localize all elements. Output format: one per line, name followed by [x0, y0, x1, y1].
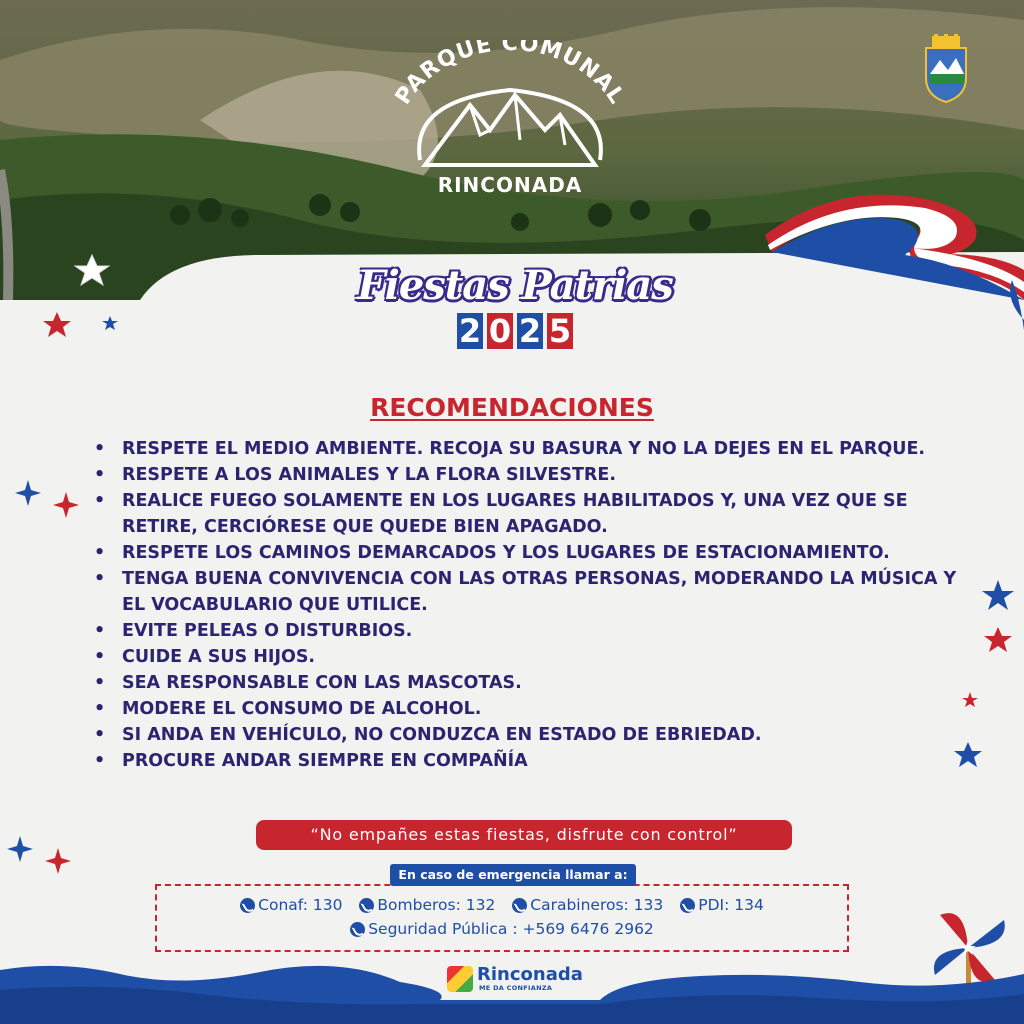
motto-banner: “No empañes estas fiestas, disfrute con control”	[256, 820, 792, 850]
phone-icon	[350, 922, 365, 937]
phone-seguridad-publica	[350, 920, 654, 938]
phone-icon	[512, 898, 527, 913]
year-digit: 0	[488, 312, 512, 350]
phone-icon	[680, 898, 695, 913]
footer-logo-tagline: ME DA CONFIANZA	[479, 984, 553, 992]
recommendations-list	[92, 436, 962, 774]
footer-logo-name: Rinconada	[477, 964, 583, 985]
rinconada-logo-icon	[447, 966, 473, 992]
phone-conaf	[240, 896, 342, 914]
emergency-contacts-box	[155, 884, 849, 952]
phone-carabineros	[512, 896, 663, 914]
year-digit: 2	[458, 312, 482, 350]
emergency-row-2	[157, 920, 847, 941]
year-digit: 5	[548, 312, 572, 350]
list-item: • REALICE FUEGO SOLAMENTE EN LOS LUGARES HABILITADOS Y, UNA VEZ QUE SE RETIRE, CERCIÓRESE QUE QUEDE BIEN APAGADO.	[92, 488, 962, 540]
emergency-row-1	[157, 896, 847, 917]
year-2025	[350, 313, 680, 349]
fiestas-patrias-text: Fiestas Patrias	[357, 262, 673, 309]
phone-icon	[359, 898, 374, 913]
phone-label: Seguridad Pública : +569 6476 2962	[368, 920, 654, 938]
logo-line2: RINCONADA	[437, 173, 583, 197]
list-item: • EVITE PELEAS O DISTURBIOS.	[92, 618, 962, 644]
rinconada-footer-logo	[447, 964, 583, 998]
phone-label: Conaf: 130	[258, 896, 343, 914]
phone-pdi	[680, 896, 764, 914]
emergency-label: En caso de emergencia llamar a:	[390, 864, 636, 886]
list-item: • SI ANDA EN VEHÍCULO, NO CONDUZCA EN ESTADO DE EBRIEDAD.	[92, 722, 962, 748]
list-item: • PROCURE ANDAR SIEMPRE EN COMPAÑÍA	[92, 748, 962, 774]
phone-label: PDI: 134	[698, 896, 764, 914]
phone-label: Bomberos: 132	[377, 896, 496, 914]
list-item: • CUIDE A SUS HIJOS.	[92, 644, 962, 670]
fiestas-patrias-title	[350, 262, 680, 372]
list-item: • TENGA BUENA CONVIVENCIA CON LAS OTRAS PERSONAS, MODERANDO LA MÚSICA Y EL VOCABULARIO QUE UTILICE.	[92, 566, 962, 618]
list-item: • RESPETE LOS CAMINOS DEMARCADOS Y LOS LUGARES DE ESTACIONAMIENTO.	[92, 540, 962, 566]
recomendaciones-heading: RECOMENDACIONES	[370, 393, 654, 422]
mountain-logo-icon	[370, 40, 650, 210]
year-digit: 2	[518, 312, 542, 350]
list-item: • RESPETE EL MEDIO AMBIENTE. RECOJA SU BASURA Y NO LA DEJES EN EL PARQUE.	[92, 436, 962, 462]
phone-bomberos	[359, 896, 495, 914]
logo-line1: PARQUE COMUNAL	[390, 40, 630, 110]
phone-icon	[240, 898, 255, 913]
parque-comunal-logo	[370, 40, 650, 210]
coat-of-arms-icon	[922, 34, 970, 104]
phone-label: Carabineros: 133	[530, 896, 664, 914]
list-item: • SEA RESPONSABLE CON LAS MASCOTAS.	[92, 670, 962, 696]
list-item: • RESPETE A LOS ANIMALES Y LA FLORA SILVESTRE.	[92, 462, 962, 488]
list-item: • MODERE EL CONSUMO DE ALCOHOL.	[92, 696, 962, 722]
